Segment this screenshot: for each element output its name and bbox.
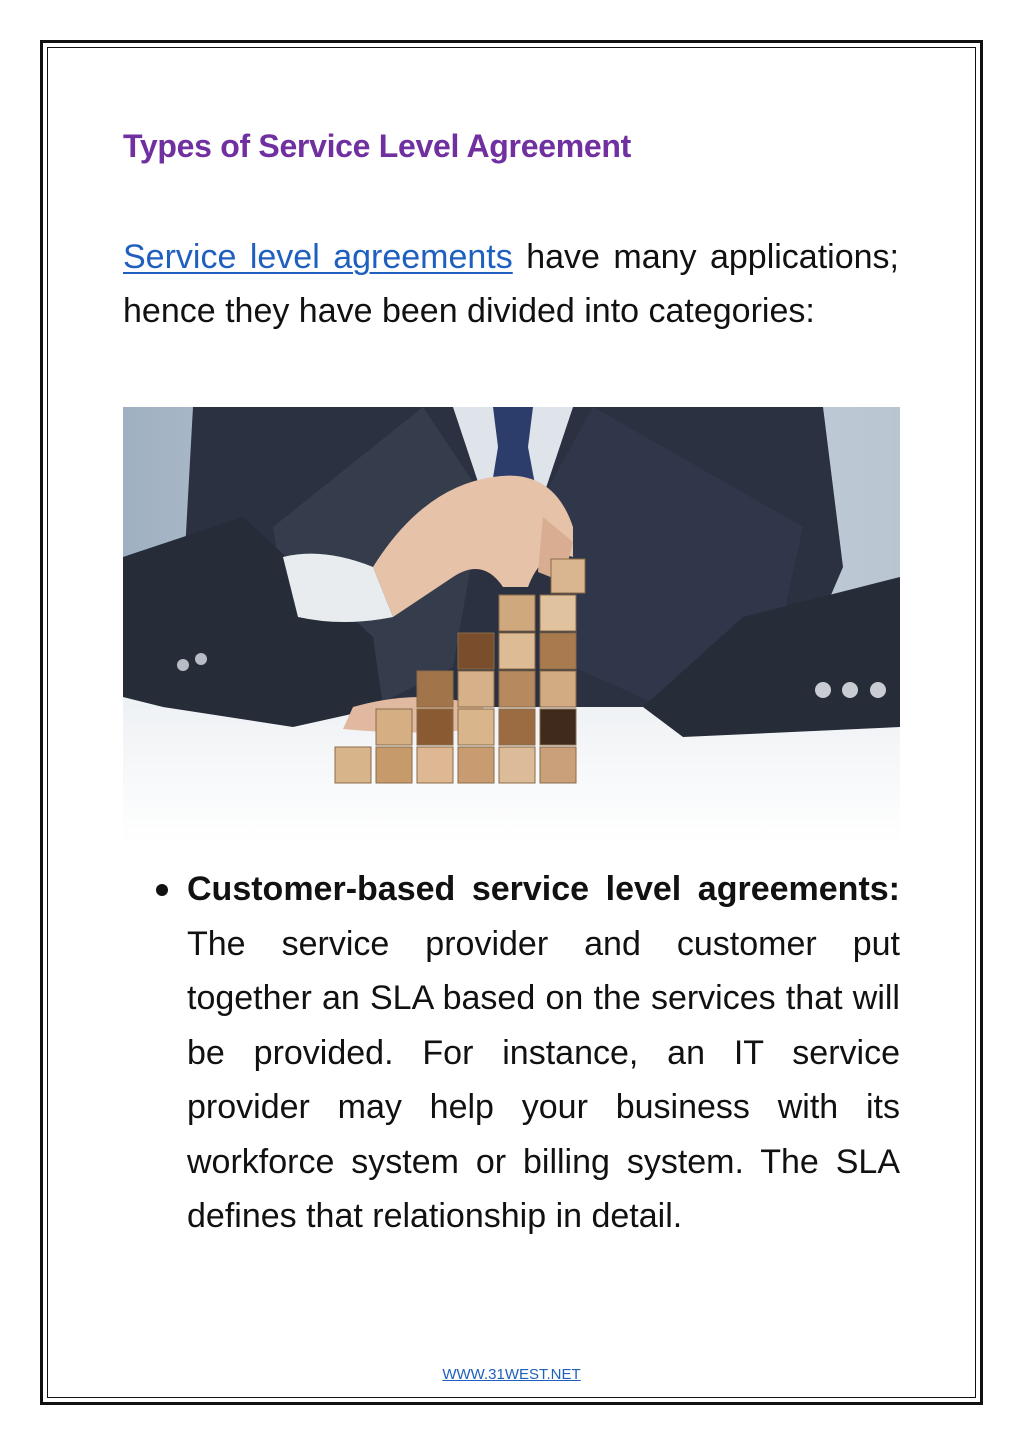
- business-hand-stacking-blocks-illustration: [123, 407, 900, 844]
- service-level-agreements-link[interactable]: Service level agreements: [123, 238, 513, 276]
- intro-paragraph: [123, 230, 899, 338]
- footer-website-link[interactable]: WWW.31WEST.NET: [442, 1366, 581, 1383]
- bullet-heading: Customer-based service level agreements:: [187, 870, 900, 908]
- list-item: [156, 862, 900, 1244]
- page-title: Types of Service Level Agreement: [123, 128, 631, 164]
- bullet-text: The service provider and customer put together an SLA based on the services that will be provided. For instance, an IT service provider may help your business with its workforce system or billing system. The SLA defines that relationship in detail.: [187, 924, 900, 1235]
- intro-text: have many applications; hence they have been divided into categories:: [123, 238, 899, 330]
- wooden-blocks-photo: [123, 407, 900, 844]
- bullet-icon: [156, 884, 168, 896]
- sla-types-list: [156, 862, 900, 1244]
